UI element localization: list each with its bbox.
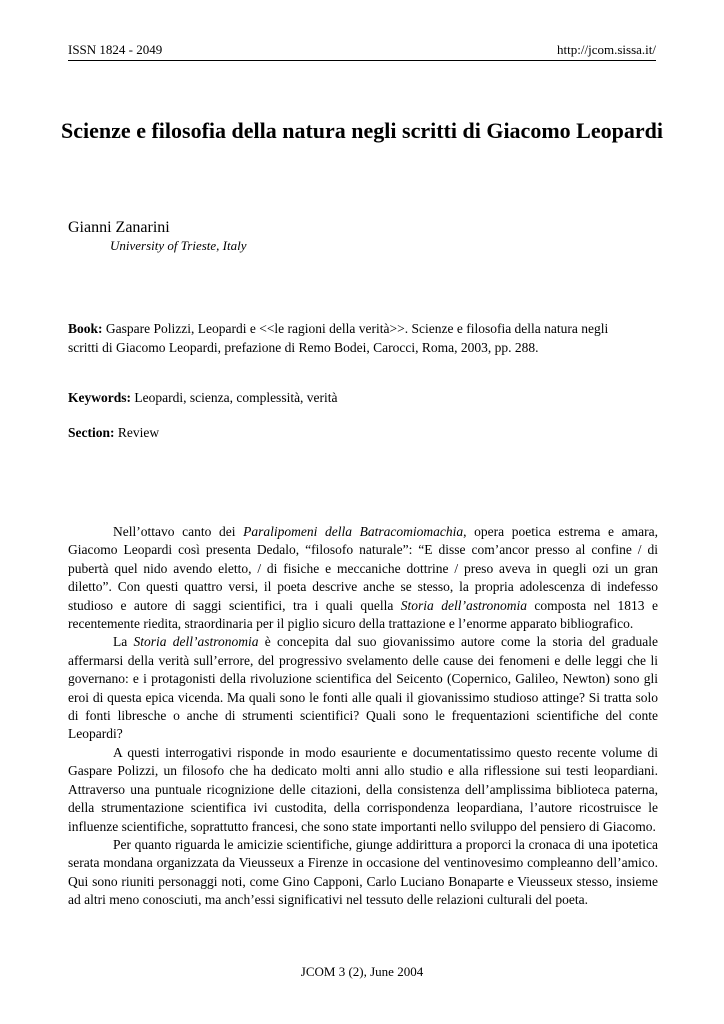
section-text: Review [117, 425, 160, 440]
p2-italic-title: Storia dell’astronomia [133, 634, 259, 650]
p1-italic-title-2: Storia dell’astronomia [400, 597, 527, 613]
author-name: Gianni Zanarini [68, 219, 170, 236]
book-label: Book: [68, 321, 103, 336]
keywords-text: Leopardi, scienza, complessità, verità [134, 390, 338, 405]
paragraph-4: Per quanto riguarda le amicizie scientifiche, giunge addirittura a proporci la cronaca di una ipotetica serata mondana organizzata da Vieusseux a Firenze in occasione del ventinovesimo compleanno dell’amico. Qui sono riuniti personaggi noti, come Gino Capponi, Carlo Luciano Bonaparte e Vieusseux stesso, insieme ad altri meno conosciuti, ma anch’essi significativi nel tessuto delle relazioni culturali del poeta. [68, 836, 658, 908]
p1-text-b: , opera poetica estrema e amara, Giacomo Leopardi così presenta Dedalo, “filosofo naturale”: “E disse com’ancor presso al confine / di pubertà quel nido avendo eletto, / di fisiche e meccaniche dottrine / preso aveva in quegli ozi un gran diletto”. Con questi quattro versi, il poeta descrive anche se stesso, la propria adolescenza di indefesso studioso e autore di saggi scientifici, tra i quali quella [68, 524, 658, 613]
author-affiliation: University of Trieste, Italy [110, 238, 247, 253]
keywords-label: Keywords: [68, 390, 131, 405]
section-info [68, 423, 628, 442]
book-reference [68, 319, 628, 357]
section-label: Section: [68, 425, 115, 440]
keywords [68, 388, 628, 407]
p1-text-a: Nell’ottavo canto dei [113, 524, 244, 539]
paragraph-2 [68, 633, 658, 743]
paragraph-1 [68, 523, 658, 633]
paragraph-3: A questi interrogativi risponde in modo esauriente e documentatissimo questo recente volume di Gaspare Polizzi, un filosofo che ha dedicato molti anni allo studio e alla riflessione sui testi leopardiani. Attraverso una puntuale ricognizione delle citazioni, della consistenza dell’amplissima biblioteca paterna, della strumentazione scientifica ivi custodita, della corrispondenza leopardiana, l’autore ricostruisce le influenze scientifiche, soprattutto francesi, che sono state importanti nello sviluppo del pensiero di Giacomo. [68, 744, 658, 834]
p2-text-b: è concepita dal suo giovanissimo autore come la storia del graduale affermarsi della verità sull’errore, del progressivo svelamento delle cause dei fenomeni e delle leggi che li governano: e i protagonisti della rivoluzione scientifica del Seicento (Copernico, Galileo, Newton) sono gli eroi di questa epica vicenda. Ma quali sono le fonti alle quali il giovanissimo studioso attinge? Si tratta solo di fonti libresche o anche di strumenti scientifici? Quali sono le frequentazioni scientifiche del conte Leopardi? [68, 634, 658, 742]
article-title: Scienze e filosofia della natura negli scritti di Giacomo Leopardi [61, 118, 663, 143]
p1-italic-title: Paralipomeni della Batracomiomachia [243, 524, 464, 539]
article-body [68, 523, 658, 910]
running-header [68, 42, 656, 61]
issn-number: ISSN 1824 - 2049 [68, 42, 163, 57]
p1-text-c: composta nel 1813 e recentemente riedita, straordinaria per il piglio sicuro della trattazione e l’enorme apparato bibliografico. [68, 597, 658, 632]
book-text: Gaspare Polizzi, Leopardi e <<le ragioni della verità>>. Scienze e filosofia della natura negli scritti di Giacomo Leopardi, prefazione di Remo Bodei, Carocci, Roma, 2003, pp. 288. [68, 321, 609, 355]
journal-url: http://jcom.sissa.it/ [557, 42, 656, 57]
p2-text-a: La [113, 634, 134, 650]
page-footer: JCOM 3 (2), June 2004 [300, 964, 424, 979]
